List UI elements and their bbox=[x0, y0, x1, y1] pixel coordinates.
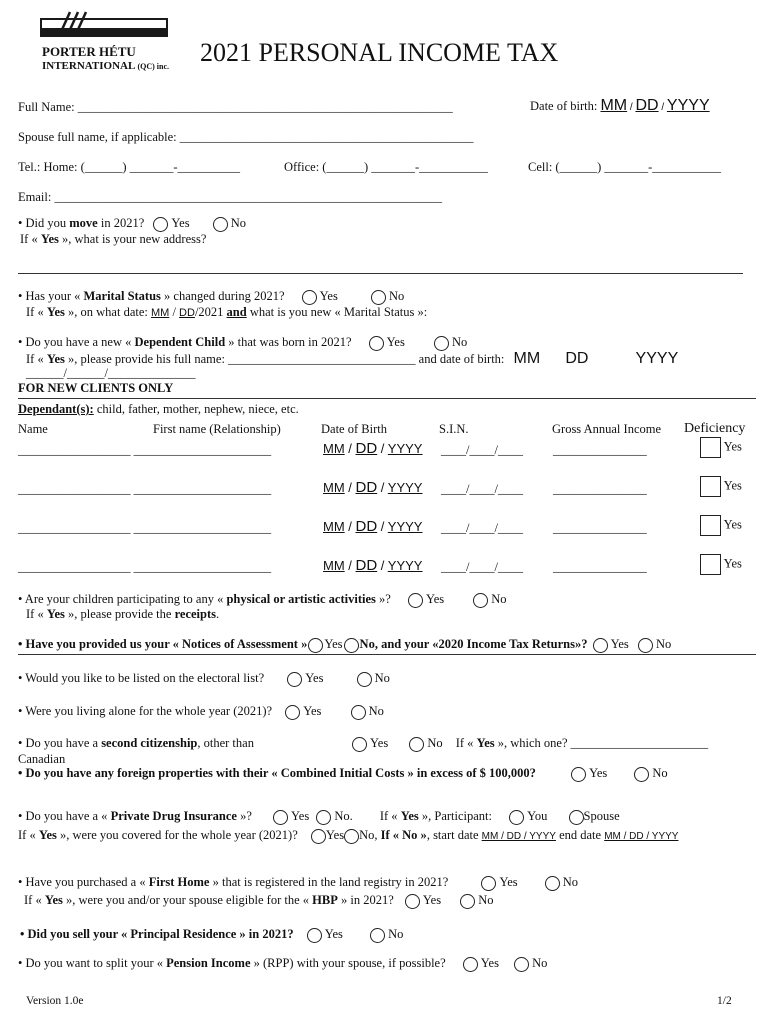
rc-bold2: receipts bbox=[174, 607, 216, 621]
move-q-pre: • Did you bbox=[18, 216, 70, 230]
deficiency-yes-label: Yes bbox=[723, 517, 742, 532]
company-logo bbox=[40, 10, 170, 78]
dep-row-sin[interactable]: ____/____/____ bbox=[441, 482, 523, 496]
marital-f-mid: », on what date: bbox=[64, 305, 151, 319]
covered-yes-label: Yes bbox=[325, 828, 345, 842]
electoral-question bbox=[18, 671, 390, 687]
full-name-field[interactable]: Full Name: ____________________________________________________________ bbox=[18, 100, 453, 114]
company-subname bbox=[42, 60, 169, 72]
dependent-no-radio[interactable] bbox=[434, 336, 449, 351]
new-clients-heading: FOR NEW CLIENTS ONLY bbox=[18, 381, 174, 395]
deficiency-checkbox[interactable] bbox=[700, 515, 721, 536]
marital-yes-radio[interactable] bbox=[302, 290, 317, 305]
marital-no-label: No bbox=[388, 289, 405, 303]
dob-field[interactable]: Date of birth: MM / DD / YYYY bbox=[530, 97, 710, 114]
move-followup bbox=[20, 232, 206, 247]
cov-bold: Yes bbox=[38, 828, 57, 842]
dependent-followup-line2[interactable]: ______/______/______________ bbox=[26, 366, 196, 380]
drug-f-pre: If « bbox=[379, 809, 401, 823]
dep-f-post: », please provide his full name: ______________________________ and date of birth: bbox=[64, 352, 505, 366]
drug-f-post: », Participant: bbox=[418, 809, 492, 823]
col-deficiency: Deficiency bbox=[684, 421, 746, 436]
dep-row-sin[interactable]: ____/____/____ bbox=[441, 443, 523, 457]
col-sin: S.I.N. bbox=[439, 422, 469, 436]
returns-yes-radio[interactable] bbox=[593, 638, 608, 653]
marital-followup: If « Yes », on what date: MM / DD/2021 and what is you new « Marital Status »: bbox=[26, 305, 428, 319]
dob-mm: MM bbox=[600, 97, 628, 114]
move-f-post: », what is your new address? bbox=[58, 232, 207, 246]
move-yes-radio[interactable] bbox=[153, 217, 168, 232]
citizenship-options bbox=[346, 736, 708, 752]
alone-text: • Were you living alone for the whole year (2021)? bbox=[18, 704, 273, 718]
notices-divider bbox=[18, 654, 756, 655]
dep-row-dob[interactable]: MM / DD / YYYY bbox=[323, 479, 423, 496]
cit-f-pre: If « bbox=[455, 736, 477, 750]
hbp-yes-radio[interactable] bbox=[405, 894, 420, 909]
hbp-pre: If « bbox=[24, 893, 45, 907]
hbp-yes-label: Yes bbox=[422, 893, 442, 907]
drug-participant-spouse-radio[interactable] bbox=[569, 810, 584, 825]
dependent-yes-label: Yes bbox=[386, 335, 405, 349]
home-post: » that is registered in the land registry in 2021? bbox=[209, 875, 449, 889]
deficiency-yes-label: Yes bbox=[723, 478, 742, 493]
page-title: 2021 PERSONAL INCOME TAX bbox=[200, 38, 559, 67]
new-clients-divider bbox=[18, 398, 756, 399]
dep-row-yyyy: YYYY bbox=[387, 480, 423, 495]
col-first-name: First name (Relationship) bbox=[153, 422, 281, 436]
alone-no-radio[interactable] bbox=[351, 705, 366, 720]
citizenship-canadian: Canadian bbox=[18, 752, 66, 766]
returns-no-label: No bbox=[655, 637, 672, 651]
email-field[interactable]: Email: ______________________________________________________________ bbox=[18, 190, 442, 204]
hbp-bold1: Yes bbox=[44, 893, 63, 907]
move-f-bold: Yes bbox=[40, 232, 59, 246]
dep-row-deficiency bbox=[700, 515, 742, 536]
cov-no-post: , start date bbox=[426, 828, 479, 842]
marital-q-post: » changed during 2021? bbox=[160, 289, 285, 303]
notices-pre: • Have you provided us your « Notices of Assessment » bbox=[18, 637, 308, 651]
activities-yes-radio[interactable] bbox=[408, 593, 423, 608]
activities-no-radio[interactable] bbox=[473, 593, 488, 608]
dep-dob-yyyy[interactable]: YYYY bbox=[635, 350, 679, 367]
electoral-no-label: No bbox=[374, 671, 390, 685]
cov-no-pre: No, bbox=[359, 828, 381, 842]
alone-yes-radio[interactable] bbox=[285, 705, 300, 720]
alone-no-label: No bbox=[368, 704, 384, 718]
residence-question bbox=[20, 927, 403, 943]
dep-q-pre: • Do you have a new « bbox=[18, 335, 135, 349]
hbp-no-radio[interactable] bbox=[460, 894, 475, 909]
tel-cell-field[interactable]: Cell: (______) _______-___________ bbox=[528, 160, 722, 174]
dep-row-dd: DD bbox=[355, 440, 378, 457]
first-home-question bbox=[18, 875, 578, 891]
deficiency-yes-label: Yes bbox=[723, 556, 742, 571]
pension-question bbox=[18, 956, 547, 972]
dep-f-pre: If « bbox=[26, 352, 47, 366]
drug-you-label: You bbox=[527, 809, 548, 823]
pension-post: » (RPP) with your spouse, if possible? bbox=[250, 956, 446, 970]
dep-label-bold: Dependant(s): bbox=[18, 402, 94, 416]
dep-row-deficiency bbox=[700, 437, 742, 458]
deficiency-checkbox[interactable] bbox=[700, 437, 721, 458]
dep-label-desc: child, father, mother, nephew, niece, etc. bbox=[93, 402, 299, 416]
dep-row-names[interactable]: __________________ ______________________ bbox=[18, 443, 272, 457]
drug-pre: • Do you have a « bbox=[18, 809, 111, 823]
dep-row-deficiency bbox=[700, 554, 742, 575]
pension-yes-label: Yes bbox=[480, 956, 499, 970]
marital-f-year: /2021 bbox=[194, 305, 227, 319]
rc-mid: », please provide the bbox=[64, 607, 175, 621]
activities-yes-label: Yes bbox=[425, 592, 445, 606]
drug-spouse-label: Spouse bbox=[583, 809, 620, 823]
notices-no-label: No, and your «2020 Income Tax Returns»? bbox=[359, 637, 588, 651]
marital-f-post: what is you new « Marital Status »: bbox=[246, 305, 428, 319]
spouse-name-field[interactable]: Spouse full name, if applicable: _______________________________________________ bbox=[18, 130, 474, 144]
covered-yes-radio[interactable] bbox=[311, 829, 326, 844]
dep-q-bold: Dependent Child bbox=[134, 335, 226, 349]
home-no-radio[interactable] bbox=[545, 876, 560, 891]
covered-start-date[interactable]: MM / DD / YYYY bbox=[481, 831, 556, 842]
act-post: »? bbox=[375, 592, 391, 606]
page-number: 1/2 bbox=[717, 995, 732, 1007]
dep-row-income[interactable]: _______________ bbox=[553, 560, 647, 574]
pension-bold: Pension Income bbox=[166, 956, 251, 970]
drug-f-bold: Yes bbox=[400, 809, 419, 823]
pension-no-radio[interactable] bbox=[514, 957, 529, 972]
residence-yes-label: Yes bbox=[324, 927, 343, 941]
home-yes-radio[interactable] bbox=[481, 876, 496, 891]
pension-no-label: No bbox=[532, 956, 548, 970]
home-bold: First Home bbox=[148, 875, 210, 889]
notices-question bbox=[18, 637, 671, 653]
drug-yes-radio[interactable] bbox=[273, 810, 288, 825]
company-subname-text: INTERNATIONAL bbox=[42, 60, 135, 72]
dob-yyyy: YYYY bbox=[666, 97, 710, 114]
move-no-radio[interactable] bbox=[213, 217, 228, 232]
dep-row-income[interactable]: _______________ bbox=[553, 482, 647, 496]
residence-no-label: No bbox=[388, 927, 404, 941]
citizenship-no-radio[interactable] bbox=[409, 737, 424, 752]
foreign-question bbox=[18, 766, 668, 782]
foreign-no-label: No bbox=[652, 766, 668, 780]
move-f-pre: If « bbox=[20, 232, 41, 246]
tel-office-field[interactable]: Office: (______) _______-___________ bbox=[284, 160, 488, 174]
dependants-label bbox=[18, 402, 299, 417]
move-question bbox=[18, 216, 246, 232]
citizenship-yes-radio[interactable] bbox=[352, 737, 367, 752]
dep-row-income[interactable]: _______________ bbox=[553, 521, 647, 535]
marital-yes-label: Yes bbox=[319, 289, 338, 303]
dep-row-mm: MM bbox=[323, 441, 345, 456]
act-pre: • Are your children participating to any « bbox=[18, 592, 227, 606]
dep-row-mm: MM bbox=[323, 480, 345, 495]
foreign-text: • Do you have any foreign properties with their « Combined Initial Costs » in excess of $ 100,000? bbox=[18, 766, 536, 780]
receipts-followup bbox=[26, 607, 219, 622]
dep-row-sin[interactable]: ____/____/____ bbox=[441, 560, 523, 574]
drug-question bbox=[18, 809, 620, 825]
electoral-text: • Would you like to be listed on the electoral list? bbox=[18, 671, 265, 685]
electoral-no-radio[interactable] bbox=[357, 672, 372, 687]
marital-no-radio[interactable] bbox=[371, 290, 386, 305]
drug-no-label: No. bbox=[334, 809, 353, 823]
activities-question bbox=[18, 592, 507, 608]
tel-home-field[interactable]: Tel.: Home: (______) _______-__________ bbox=[18, 160, 241, 174]
new-address-line[interactable] bbox=[18, 273, 743, 274]
cov-no-bold: If « No » bbox=[380, 828, 427, 842]
dep-row-dd: DD bbox=[355, 557, 378, 574]
dep-dob-dd[interactable]: DD bbox=[565, 350, 589, 367]
alone-question bbox=[18, 704, 384, 720]
dependent-question bbox=[18, 335, 467, 351]
citizenship-no-label: No bbox=[427, 736, 443, 750]
dob-label: Date of birth: bbox=[530, 99, 598, 113]
drug-no-radio[interactable] bbox=[316, 810, 331, 825]
marital-f-bold: Yes bbox=[46, 305, 65, 319]
foreign-yes-radio[interactable] bbox=[571, 767, 586, 782]
residence-yes-radio[interactable] bbox=[307, 928, 322, 943]
covered-end-date[interactable]: MM / DD / YYYY bbox=[604, 831, 679, 842]
drug-yes-label: Yes bbox=[291, 809, 310, 823]
electoral-yes-label: Yes bbox=[305, 671, 324, 685]
notices-yes-radio[interactable] bbox=[308, 638, 323, 653]
dep-row-names[interactable]: __________________ ______________________ bbox=[18, 560, 272, 574]
dep-row-mm: MM bbox=[323, 558, 345, 573]
company-name: PORTER HÉTU bbox=[42, 44, 136, 59]
marital-q-bold: Marital Status bbox=[83, 289, 161, 303]
hbp-post: » in 2021? bbox=[337, 893, 394, 907]
col-dob: Date of Birth bbox=[321, 422, 387, 436]
marital-question bbox=[18, 289, 404, 305]
citizenship-yes-label: Yes bbox=[370, 736, 389, 750]
act-bold: physical or artistic activities bbox=[226, 592, 376, 606]
dep-dob-mm[interactable]: MM bbox=[513, 350, 541, 367]
home-yes-label: Yes bbox=[499, 875, 518, 889]
returns-no-radio[interactable] bbox=[638, 638, 653, 653]
deficiency-checkbox[interactable] bbox=[700, 476, 721, 497]
dep-row-dd: DD bbox=[355, 518, 378, 535]
cov-pre: If « bbox=[18, 828, 39, 842]
foreign-yes-label: Yes bbox=[589, 766, 608, 780]
dep-row-dob[interactable]: MM / DD / YYYY bbox=[323, 518, 423, 535]
rc-bold1: Yes bbox=[46, 607, 65, 621]
returns-yes-label: Yes bbox=[610, 637, 629, 651]
move-q-bold: move bbox=[69, 216, 98, 230]
hbp-no-label: No bbox=[478, 893, 494, 907]
home-no-label: No bbox=[562, 875, 579, 889]
marital-q-pre: • Has your « bbox=[18, 289, 84, 303]
dob-dd: DD bbox=[635, 97, 659, 114]
dep-row-yyyy: YYYY bbox=[387, 441, 423, 456]
hbp-mid: », were you and/or your spouse eligible for the « bbox=[62, 893, 313, 907]
alone-yes-label: Yes bbox=[303, 704, 322, 718]
dep-row-dob[interactable]: MM / DD / YYYY bbox=[323, 440, 423, 457]
rc-post: . bbox=[216, 607, 220, 621]
dep-row-names[interactable]: __________________ ______________________ bbox=[18, 482, 272, 496]
notices-no-radio[interactable] bbox=[344, 638, 359, 653]
residence-text: • Did you sell your « Principal Residence » in 2021? bbox=[20, 927, 294, 941]
notices-yes-label: Yes bbox=[324, 637, 343, 651]
electoral-yes-radio[interactable] bbox=[287, 672, 302, 687]
dep-f-bold: Yes bbox=[46, 352, 65, 366]
cit-bold: second citizenship bbox=[101, 736, 198, 750]
rc-pre: If « bbox=[26, 607, 47, 621]
pension-pre: • Do you want to split your « bbox=[18, 956, 167, 970]
col-name: Name bbox=[18, 422, 48, 436]
company-suffix: (QC) inc. bbox=[137, 62, 170, 71]
dependent-yes-radio[interactable] bbox=[369, 336, 384, 351]
dep-row-dob[interactable]: MM / DD / YYYY bbox=[323, 557, 423, 574]
dep-row-sin[interactable]: ____/____/____ bbox=[441, 521, 523, 535]
home-pre: • Have you purchased a « bbox=[18, 875, 149, 889]
cit-post: , other than bbox=[197, 736, 254, 750]
cov-end-label: end date bbox=[555, 828, 602, 842]
cit-pre: • Do you have a bbox=[18, 736, 102, 750]
dep-row-mm: MM bbox=[323, 519, 345, 534]
dep-row-yyyy: YYYY bbox=[387, 558, 423, 573]
drug-bold: Private Drug Insurance bbox=[110, 809, 237, 823]
move-yes-label: Yes bbox=[171, 216, 190, 230]
marital-f-pre: If « bbox=[26, 305, 47, 319]
dep-row-yyyy: YYYY bbox=[387, 519, 423, 534]
pension-yes-radio[interactable] bbox=[463, 957, 478, 972]
deficiency-yes-label: Yes bbox=[723, 439, 742, 454]
deficiency-checkbox[interactable] bbox=[700, 554, 721, 575]
marital-f-and: and bbox=[226, 305, 247, 319]
citizenship-question bbox=[18, 736, 254, 751]
dep-row-names[interactable]: __________________ ______________________ bbox=[18, 521, 272, 535]
dep-row-income[interactable]: _______________ bbox=[553, 443, 647, 457]
covered-no-radio[interactable] bbox=[344, 829, 359, 844]
cit-f-bold: Yes bbox=[476, 736, 495, 750]
marital-date-dd[interactable]: DD bbox=[179, 307, 195, 319]
drug-participant-you-radio[interactable] bbox=[509, 810, 524, 825]
dep-row-dd: DD bbox=[355, 479, 378, 496]
activities-no-label: No bbox=[491, 592, 507, 606]
dep-row-deficiency bbox=[700, 476, 742, 497]
move-no-label: No bbox=[230, 216, 246, 230]
col-income: Gross Annual Income bbox=[552, 422, 662, 436]
move-q-post: in 2021? bbox=[97, 216, 145, 230]
covered-question bbox=[18, 828, 678, 844]
dep-q-post: » that was born in 2021? bbox=[225, 335, 352, 349]
cit-which-field[interactable]: », which one? ______________________ bbox=[494, 736, 709, 750]
logo-mark-icon bbox=[40, 10, 168, 40]
residence-no-radio[interactable] bbox=[370, 928, 385, 943]
foreign-no-radio[interactable] bbox=[634, 767, 649, 782]
drug-post: »? bbox=[236, 809, 252, 823]
hbp-question bbox=[24, 893, 493, 909]
version-label: Version 1.0e bbox=[26, 995, 84, 1007]
hbp-bold2: HBP bbox=[312, 893, 338, 907]
marital-date-mm[interactable]: MM bbox=[150, 307, 170, 319]
cov-post: », were you covered for the whole year (2021)? bbox=[56, 828, 298, 842]
dependent-no-label: No bbox=[451, 335, 468, 349]
